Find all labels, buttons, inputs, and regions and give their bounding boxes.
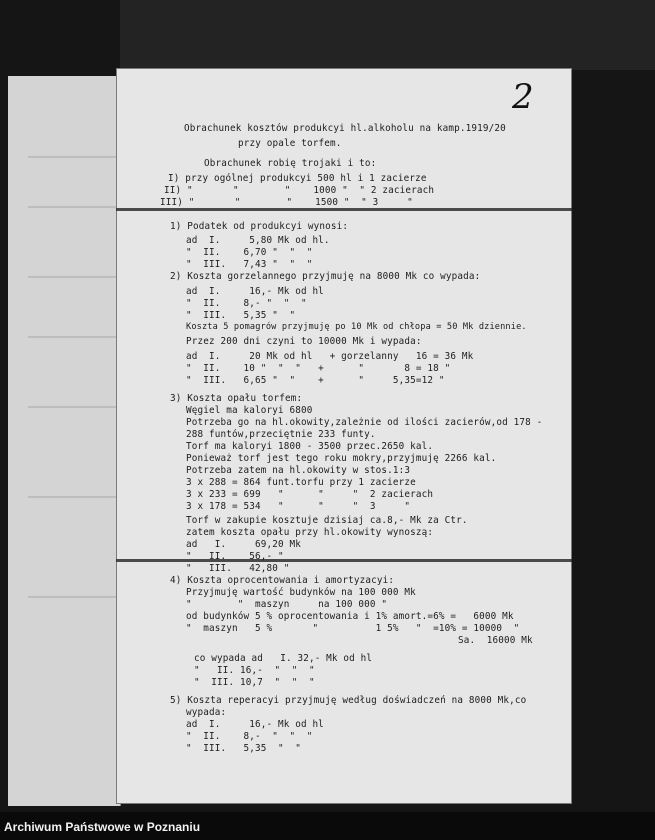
underlying-text-line — [28, 156, 120, 158]
section-heading: 5) Koszta reperacyi przyjmuję według doświadczeń na 8000 Mk,co — [170, 695, 527, 706]
text-line: Ponieważ torf jest tego roku mokry,przyjmuję 2266 kal. — [186, 453, 497, 464]
text-line: " II. 56,- " — [186, 551, 284, 562]
underlying-text-line — [28, 276, 120, 278]
section-heading: 2) Koszta gorzelannego przyjmuję na 8000 Mk co wypada: — [170, 271, 481, 282]
text-line: Potrzeba zatem na hl.okowity w stos.1:3 — [186, 465, 411, 476]
text-line: " maszyn 5 % " 1 5% " =10% = 10000 " — [186, 623, 520, 634]
text-line: co wypada ad I. 32,- Mk od hl — [194, 653, 373, 664]
text-line: ad I. 16,- Mk od hl — [186, 286, 324, 297]
text-line: od budynków 5 % oprocentowania i 1% amort.=6% = 6000 Mk — [186, 611, 514, 622]
text-line: " II. 8,- " " " — [186, 298, 307, 309]
text-line: Przyjmuję wartość budynków na 100 000 Mk — [186, 587, 416, 598]
page-fold-line — [116, 208, 572, 211]
text-line: " III. 5,35 " " — [186, 310, 296, 321]
page-number: 2 — [512, 77, 534, 117]
text-line: wypada: — [186, 707, 227, 718]
underlying-text-line — [28, 496, 120, 498]
text-line: " III. 6,65 " " + " 5,35=12 " — [186, 375, 445, 386]
underlying-text-line — [28, 206, 120, 208]
text-line: I) przy ogólnej produkcyi 500 hl i 1 zacierze — [168, 173, 427, 184]
text-line: ad I. 69,20 Mk — [186, 539, 301, 550]
scan-background — [120, 0, 655, 70]
archive-footer — [0, 812, 655, 840]
document-title: Obrachunek kosztów produkcyi hl.alkoholu na kamp.1919/20 — [184, 123, 506, 134]
text-line: Torf w zakupie kosztuje dzisiaj ca.8,- Mk za Ctr. — [186, 515, 468, 526]
section-heading: 1) Podatek od produkcyi wynosi: — [170, 221, 349, 232]
text-line: ad I. 16,- Mk od hl — [186, 719, 324, 730]
text-line: III) " " " 1500 " " 3 " — [160, 197, 413, 208]
text-line: Torf ma kaloryi 1800 - 3500 przec.2650 kal. — [186, 441, 434, 452]
text-line: Koszta 5 pomagrów przyjmuję po 10 Mk od chłopa = 50 Mk dziennie. — [186, 322, 527, 332]
underlying-text-line — [28, 336, 120, 338]
text-line: " III. 42,80 " — [186, 563, 290, 574]
text-line: II) " " " 1000 " " 2 zacierach — [164, 185, 435, 196]
text-line: " III. 7,43 " " " — [186, 259, 313, 270]
text-line: " II. 6,70 " " " — [186, 247, 313, 258]
sum-line: Sa. 16000 Mk — [458, 635, 533, 646]
text-line: ad I. 20 Mk od hl + gorzelanny 16 = 36 Mk — [186, 351, 474, 362]
document-subtitle: przy opale torfem. — [238, 138, 342, 149]
text-line: Obrachunek robię trojaki i to: — [204, 158, 377, 169]
section-heading: 4) Koszta oprocentowania i amortyzacyi: — [170, 575, 395, 586]
text-line: " " maszyn na 100 000 " — [186, 599, 388, 610]
underlying-page — [8, 76, 121, 806]
text-line: Węgiel ma kaloryi 6800 — [186, 405, 313, 416]
text-line: Potrzeba go na hl.okowity,zależnie od ilości zacierów,od 178 - — [186, 417, 543, 428]
text-line: " III. 5,35 " " — [186, 743, 301, 754]
text-line: ad I. 5,80 Mk od hl. — [186, 235, 330, 246]
page-fold-line — [116, 559, 572, 562]
text-line: 3 x 178 = 534 " " " 3 " — [186, 501, 411, 512]
text-line: Przez 200 dni czyni to 10000 Mk i wypada: — [186, 336, 422, 347]
underlying-text-line — [28, 596, 120, 598]
text-line: zatem koszta opału przy hl.okowity wynoszą: — [186, 527, 434, 538]
text-line: " III. 10,7 " " " — [194, 677, 315, 688]
text-line: " II. 10 " " " + " 8 = 18 " — [186, 363, 451, 374]
text-line: 288 funtów,przeciętnie 233 funty. — [186, 429, 376, 440]
text-line: " II. 16,- " " " — [194, 665, 315, 676]
text-line: " II. 8,- " " " — [186, 731, 313, 742]
text-line: 3 x 288 = 864 funt.torfu przy 1 zacierze — [186, 477, 416, 488]
underlying-text-line — [28, 406, 120, 408]
section-heading: 3) Koszta opału torfem: — [170, 393, 303, 404]
text-line: 3 x 233 = 699 " " " 2 zacierach — [186, 489, 434, 500]
archive-name: Archiwum Państwowe w Poznaniu — [4, 820, 201, 834]
